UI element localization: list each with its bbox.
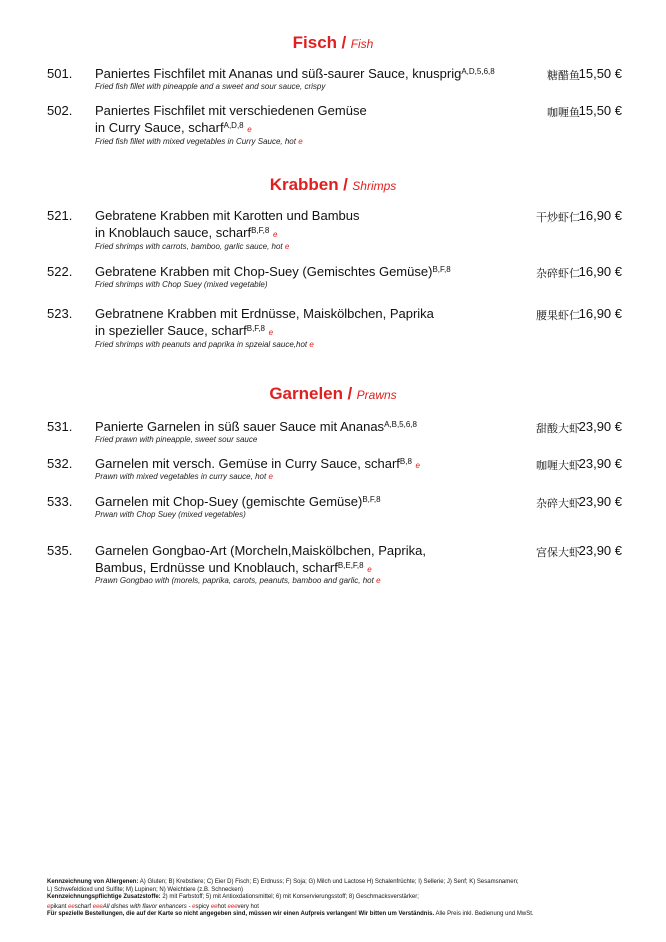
allergen-codes: B,8 [399,457,412,466]
item-description: Fried shrimps with peanuts and paprika in spzeial sauce,hot e [95,340,314,349]
item-number: 532. [47,456,73,471]
item-name-line1: Paniertes Fischfilet mit Ananas und süß-saurer Sauce, knusprig [95,66,462,81]
item-chinese-name: 糖醋鱼 [547,69,580,82]
spice-mark: e [247,124,252,134]
spice-mark: e [415,461,420,470]
spice-legend: epikant eescharf eeeAll dishes with flavor enhancers - espicy eehot eeevery hot [47,903,259,910]
item-name-line2: in Curry Sauce, scharf [95,119,224,135]
item-number: 521. [47,208,73,223]
allergen-codes: B,E,F,8 [337,560,364,570]
section-title-separator: / [347,384,353,403]
item-number: 522. [47,264,73,279]
item-number: 523. [47,306,73,321]
spice-mark: e [309,340,314,349]
item-chinese-name: 宫保大虾 [536,546,580,559]
item-name-line1: Panierte Garnelen in süß sauer Sauce mit Ananas [95,419,385,434]
item-description: Fried fish fillet with mixed vegetables in Curry Sauce, hot e [95,137,303,146]
item-number: 535. [47,543,73,558]
item-chinese-name: 杂碎大虾 [536,497,580,510]
item-name [95,543,525,578]
section-title-en: Shrimps [352,179,397,193]
allergen-codes: A,D,8 [223,120,244,130]
allergen-codes: A,B,5,6,8 [384,420,417,429]
item-price: 15,50 € [578,103,622,118]
item-price: 15,50 € [578,66,622,81]
spice-mark: e [376,576,381,585]
spice-mark: e [367,564,372,574]
item-description: Prawn Gongbao with (morels, paprika, carots, peanuts, bamboo and garlic, hot e [95,576,381,585]
order-note: Für spezielle Bestellungen, die auf der Karte so nicht angegeben sind, müssen wir einen Aufpreis verlangen! Wir bitten um Verständnis. Alle Preis inkl. Bedienung und MwSt. [47,911,534,918]
item-name [95,306,525,341]
item-name-line1: Gebratene Krabben mit Karotten und Bambus [95,208,360,223]
item-name-line2: in spezieller Sauce, scharf [95,322,247,338]
item-chinese-name: 甜酸大虾 [536,422,580,435]
item-description: Fried fish fillet with pineapple and a sweet and sour sauce, crispy [95,82,326,91]
item-name-line2: in Knoblauch sauce, scharf [95,224,252,240]
item-number: 533. [47,494,73,509]
section-title-garnelen [0,384,666,404]
allergen-legend-cont: L) Schwefeldioxd und Sulfite; M) Lupinen; N) Weichtiere (z.B. Schnecken) [47,886,243,893]
spice-mark: e [298,137,303,146]
item-number: 531. [47,419,73,434]
section-title-krabben [0,175,666,195]
spice-mark: e [268,472,273,481]
item-price: 23,90 € [578,494,622,509]
item-price: 23,90 € [578,543,622,558]
item-price: 16,90 € [578,264,622,279]
item-price: 16,90 € [578,306,622,321]
item-name-line1: Gebratene Krabben mit Chop-Suey (Gemischtes Gemüse) [95,264,433,279]
section-title-en: Fish [350,37,374,51]
item-description: Prawn with mixed vegetables in curry sauce, hot e [95,472,273,481]
item-name [95,208,525,243]
item-price: 23,90 € [578,456,622,471]
allergen-codes: B,F,8 [246,323,265,333]
item-chinese-name: 腰果虾仁 [536,309,580,322]
additive-legend: Kennzeichnungspflichtige Zusatzstoffe: 2) mit Farbstoff; 5) mit Antioxdationsmittel; 6) mit Konservierungsstoff; 8) Geschmacksverstärker; [47,894,419,901]
allergen-codes: B,F,8 [432,265,451,274]
item-number: 502. [47,103,73,118]
spice-mark: e [284,242,290,251]
spice-mark: e [272,229,278,239]
item-number: 501. [47,66,73,81]
section-title-separator: / [341,33,347,52]
item-name-line1: Paniertes Fischfilet mit verschiedenen Gemüse [95,103,367,118]
section-title-de: Fisch [292,33,338,52]
allergen-legend: Kennzeichnung von Allergenen: A) Gluten; B) Krebstiere; C) Eier D) Fisch; E) Erdnuss; F) Soja; G) Milch und Lactose H) Schalenfrüchte; I) Sellerie; J) Senf; K) Sesamsnamen; [47,879,519,885]
spice-mark: e [268,327,274,337]
section-title-en: Prawns [356,388,397,402]
item-name [95,264,525,281]
allergen-codes: B,F,8 [362,495,381,504]
item-price: 16,90 € [578,208,622,223]
item-chinese-name: 干炒虾仁 [536,211,580,224]
section-title-de: Garnelen [269,384,344,403]
item-name-line1: Garnelen mit Chop-Suey (gemischte Gemüse) [95,494,363,509]
item-name-line1: Garnelen mit versch. Gemüse in Curry Sauce, scharf [95,456,400,471]
section-title-de: Krabben [269,175,339,194]
item-name [95,419,525,436]
item-price: 23,90 € [578,419,622,434]
item-description: Prwan with Chop Suey (mixed vegetables) [95,510,246,519]
item-name [95,66,525,83]
item-name [95,103,525,138]
item-chinese-name: 杂碎虾仁 [536,267,580,280]
allergen-codes: A,D,5,6,8 [461,67,495,76]
allergen-footer [47,879,627,919]
item-name [95,494,525,511]
section-title-separator: / [343,175,348,194]
allergen-codes: B,F,8 [251,225,270,235]
item-description: Fried shrimps with Chop Suey (mixed vegetable) [95,280,268,289]
item-name-line2: Bambus, Erdnüsse und Knoblauch, scharf [95,559,338,575]
section-title-fisch [0,33,666,53]
item-name-line1: Garnelen Gongbao-Art (Morcheln,Maiskölbchen, Paprika, [95,543,426,558]
item-description: Fried prawn with pineapple, sweet sour sauce [95,435,258,444]
item-chinese-name: 咖喱大虾 [536,459,580,472]
item-description: Fried shrimps with carrots, bamboo, garlic sauce, hot e [95,242,290,251]
item-name-line1: Gebratnene Krabben mit Erdnüsse, Maiskölbchen, Paprika [95,306,434,321]
item-chinese-name: 咖喱鱼 [547,106,580,119]
